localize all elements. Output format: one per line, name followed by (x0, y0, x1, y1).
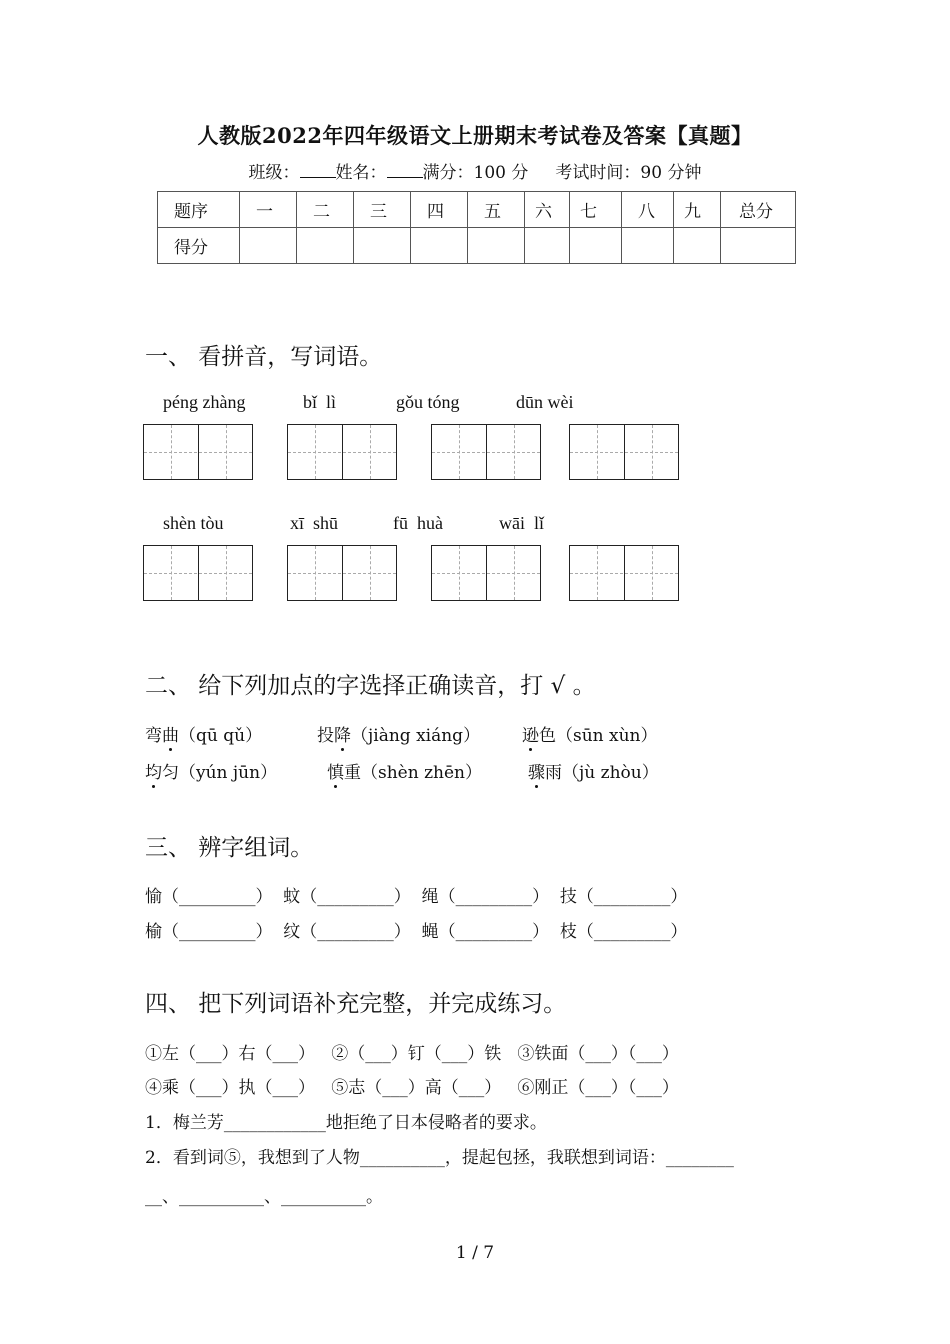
full-score: 满分：100 分 (422, 163, 529, 183)
score-cell[interactable] (411, 228, 468, 264)
section-3-heading: 三、 辨字组词。 (145, 835, 314, 861)
page-number: 1 / 7 (455, 1243, 495, 1263)
exam-time: 考试时间：90 分钟 (555, 163, 702, 183)
table-header-cell: 一 (240, 192, 297, 228)
table-header-cell: 九 (674, 192, 721, 228)
score-cell[interactable] (721, 228, 796, 264)
table-header-cell: 八 (622, 192, 674, 228)
tianzige-writing-box[interactable] (569, 424, 679, 480)
idiom-completion-line[interactable]: ④乘（___）执（___） ⑤志（___）高（___） ⑥刚正（___）（___） (145, 1078, 679, 1098)
tianzige-writing-box[interactable] (431, 424, 541, 480)
score-cell[interactable] (297, 228, 354, 264)
reading-options: （jù zhòu） (562, 763, 659, 783)
tianzige-writing-box[interactable] (569, 545, 679, 601)
pinyin-label: dūn wèi (516, 392, 574, 412)
table-header-cell: 七 (570, 192, 622, 228)
score-table-score-row (158, 228, 796, 264)
section-1-heading: 一、 看拼音，写词语。 (145, 344, 383, 370)
score-cell[interactable] (674, 228, 721, 264)
exam-info-line (0, 158, 950, 183)
table-header-cell: 二 (297, 192, 354, 228)
pinyin-label: wāi lǐ (499, 513, 544, 533)
reading-choice-item[interactable]: 慎重（shèn zhēn） (327, 758, 482, 783)
reading-options: （yún jūn） (179, 763, 278, 783)
score-table-header-row (158, 192, 796, 228)
reading-choice-item[interactable]: 弯曲（qū qǔ） (145, 721, 262, 746)
table-header-cell: 六 (525, 192, 570, 228)
score-cell[interactable] (570, 228, 622, 264)
idiom-completion-line[interactable]: ①左（___）右（___） ②（___）钉（___）铁 ③铁面（___）（___） (145, 1044, 679, 1064)
fill-in-question[interactable]: 1．梅兰芳____________地拒绝了日本侵略者的要求。 (145, 1113, 547, 1133)
pinyin-label: fū huà (393, 513, 443, 533)
reading-choice-item[interactable]: 均匀（yún jūn） (145, 758, 277, 783)
dotted-character: 均 (145, 758, 162, 783)
table-header-cell: 题序 (158, 192, 240, 228)
score-cell[interactable] (240, 228, 297, 264)
section-4-heading: 四、 把下列词语补充完整，并完成练习。 (145, 991, 567, 1017)
section-2-heading: 二、 给下列加点的字选择正确读音，打 √ 。 (145, 673, 596, 699)
word-building-line[interactable]: 榆（_________） 纹（_________） 蝇（_________） 枝（_________） (145, 922, 688, 942)
pinyin-label: xī shū (290, 513, 339, 533)
fill-in-question-continued[interactable]: __、__________、__________。 (145, 1187, 383, 1207)
dotted-character: 曲 (162, 721, 179, 746)
tianzige-writing-box[interactable] (431, 545, 541, 601)
reading-options: （jiàng xiáng） (351, 726, 481, 746)
document-title: 人教版2022年四年级语文上册期末考试卷及答案【真题】 (197, 123, 753, 148)
table-header-cell: 三 (354, 192, 411, 228)
dotted-character: 降 (334, 721, 351, 746)
reading-options: （sūn xùn） (556, 726, 658, 746)
reading-options: （shèn zhēn） (361, 763, 483, 783)
dotted-character: 慎 (327, 758, 344, 783)
score-cell[interactable] (468, 228, 525, 264)
class-blank[interactable] (300, 163, 336, 178)
dotted-character: 逊 (522, 721, 539, 746)
dotted-character: 骤 (528, 758, 545, 783)
tianzige-writing-box[interactable] (143, 545, 253, 601)
class-label: 班级： (248, 163, 300, 183)
reading-options: （qū qǔ） (179, 726, 263, 746)
score-row-label: 得分 (158, 228, 240, 264)
score-cell[interactable] (525, 228, 570, 264)
pinyin-label: bǐ lì (303, 392, 337, 412)
table-header-cell: 四 (411, 192, 468, 228)
fill-in-question[interactable]: 2．看到词⑤，我想到了人物__________，提起包拯，我联想到词语：________ (145, 1148, 734, 1168)
pinyin-label: shèn tòu (163, 513, 224, 533)
tianzige-writing-box[interactable] (287, 424, 397, 480)
score-table (157, 191, 796, 264)
name-label: 姓名： (335, 163, 387, 183)
reading-choice-item[interactable]: 逊色（sūn xùn） (522, 721, 658, 746)
reading-choice-item[interactable]: 骤雨（jù zhòu） (528, 758, 659, 783)
score-cell[interactable] (354, 228, 411, 264)
tianzige-writing-box[interactable] (287, 545, 397, 601)
score-cell[interactable] (622, 228, 674, 264)
name-blank[interactable] (387, 163, 423, 178)
pinyin-label: gǒu tóng (396, 392, 460, 412)
reading-choice-item[interactable]: 投降（jiàng xiáng） (317, 721, 480, 746)
word-building-line[interactable]: 愉（_________） 蚊（_________） 绳（_________） 技（_________） (145, 887, 688, 907)
table-header-cell: 总分 (721, 192, 796, 228)
pinyin-label: péng zhàng (163, 392, 246, 412)
table-header-cell: 五 (468, 192, 525, 228)
tianzige-writing-box[interactable] (143, 424, 253, 480)
